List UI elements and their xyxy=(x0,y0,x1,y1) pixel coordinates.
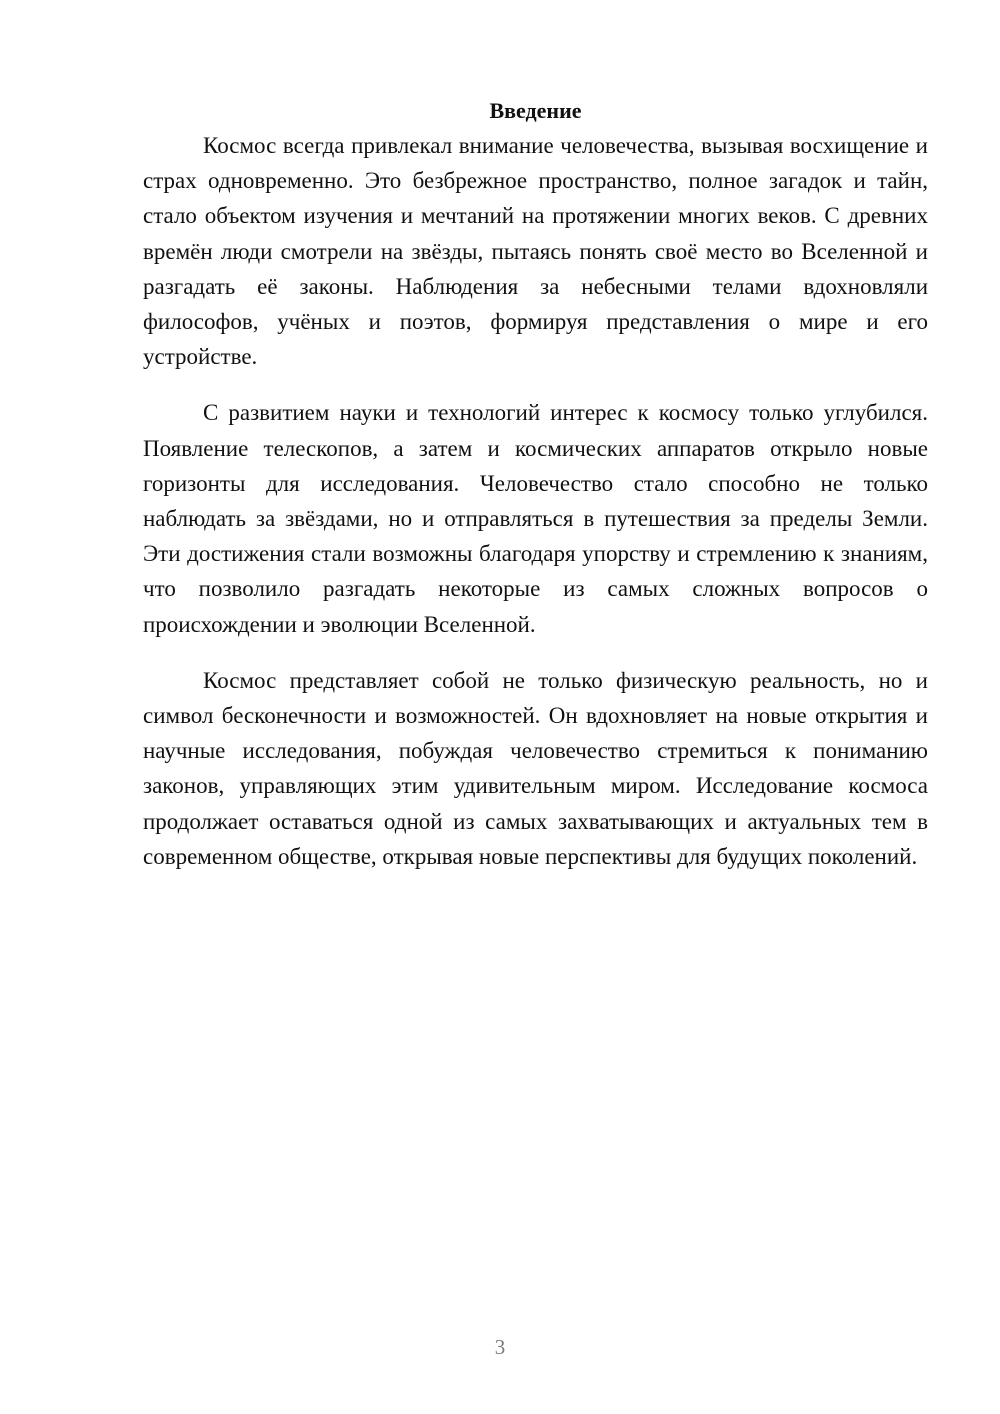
page-number: 3 xyxy=(494,1335,506,1359)
page-content xyxy=(143,96,928,895)
paragraph-1: Космос всегда привлекал внимание человечества, вызывая восхищение и страх одновременно. Это безбрежное пространство, полное загадок и тайн, стало объектом изучения и мечтаний на протяжении многих веков. С древних времён люди смотрели на звёзды, пытаясь понять своё место во Вселенной и разгадать её законы. Наблюдения за небесными телами вдохновляли философов, учёных и поэтов, формируя представления о мире и его устройстве. xyxy=(143,133,928,370)
paragraph-3: Космос представляет собой не только физическую реальность, но и символ бесконечности и возможностей. Он вдохновляет на новые открытия и научные исследования, побуждая человечество стремиться к пониманию законов, управляющих этим удивительным миром. Исследование космоса продолжает оставаться одной из самых захватывающих и актуальных тем в современном обществе, открывая новые перспективы для будущих поколений. xyxy=(143,667,928,869)
paragraph-2: С развитием науки и технологий интерес к космосу только углубился. Появление телескопов, а затем и космических аппаратов открыло новые горизонты для исследования. Человечество стало способно не только наблюдать за звёздами, но и отправляться в путешествия за пределы Земли. Эти достижения стали возможны благодаря упорству и стремлению к знаниям, что позволило разгадать некоторые из самых сложных вопросов о происхождении и эволюции Вселенной. xyxy=(143,400,928,637)
page-title: Введение xyxy=(489,98,582,123)
